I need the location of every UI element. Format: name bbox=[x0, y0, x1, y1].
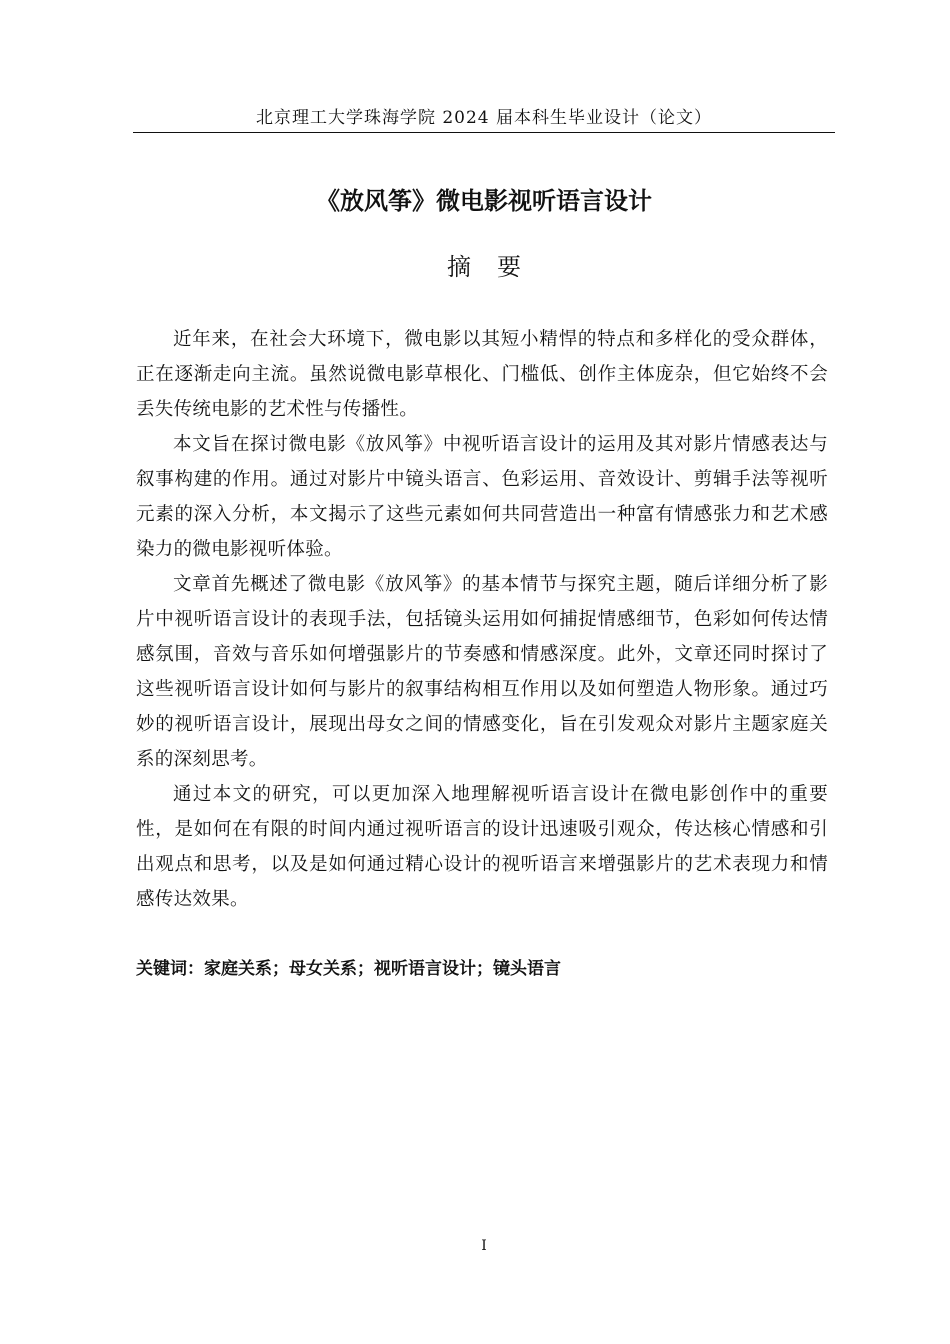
page-number: I bbox=[481, 1238, 487, 1254]
running-header: 北京理工大学珠海学院 2024 届本科生毕业设计（论文） bbox=[255, 108, 713, 128]
abstract-paragraph-4: 通过本文的研究，可以更加深入地理解视听语言设计在微电影创作中的重要性，是如何在有限的时间内通过视听语言的设计迅速吸引观众，传达核心情感和引出观点和思考，以及是如何通过精心设计的视听语言来增强影片的艺术表现力和情感传达效果。 bbox=[136, 784, 828, 910]
thesis-title: 《放风筝》微电影视听语言设计 bbox=[316, 187, 652, 215]
keywords-line: 关键词：家庭关系；母女关系；视听语言设计；镜头语言 bbox=[136, 959, 561, 979]
abstract-paragraph-1: 近年来，在社会大环境下，微电影以其短小精悍的特点和多样化的受众群体，正在逐渐走向主流。虽然说微电影草根化、门槛低、创作主体庞杂，但它始终不会丢失传统电影的艺术性与传播性。 bbox=[136, 329, 828, 420]
abstract-heading: 摘要 bbox=[447, 253, 547, 281]
abstract-paragraph-2: 本文旨在探讨微电影《放风筝》中视听语言设计的运用及其对影片情感表达与叙事构建的作用。通过对影片中镜头语言、色彩运用、音效设计、剪辑手法等视听元素的深入分析，本文揭示了这些元素如何共同营造出一种富有情感张力和艺术感染力的微电影视听体验。 bbox=[136, 434, 828, 560]
abstract-body bbox=[136, 322, 828, 917]
abstract-paragraph-3: 文章首先概述了微电影《放风筝》的基本情节与探究主题，随后详细分析了影片中视听语言设计的表现手法，包括镜头运用如何捕捉情感细节，色彩如何传达情感氛围，音效与音乐如何增强影片的节奏感和情感深度。此外，文章还同时探讨了这些视听语言设计如何与影片的叙事结构相互作用以及如何塑造人物形象。通过巧妙的视听语言设计，展现出母女之间的情感变化，旨在引发观众对影片主题家庭关系的深刻思考。 bbox=[136, 574, 828, 770]
header-divider bbox=[133, 132, 835, 133]
